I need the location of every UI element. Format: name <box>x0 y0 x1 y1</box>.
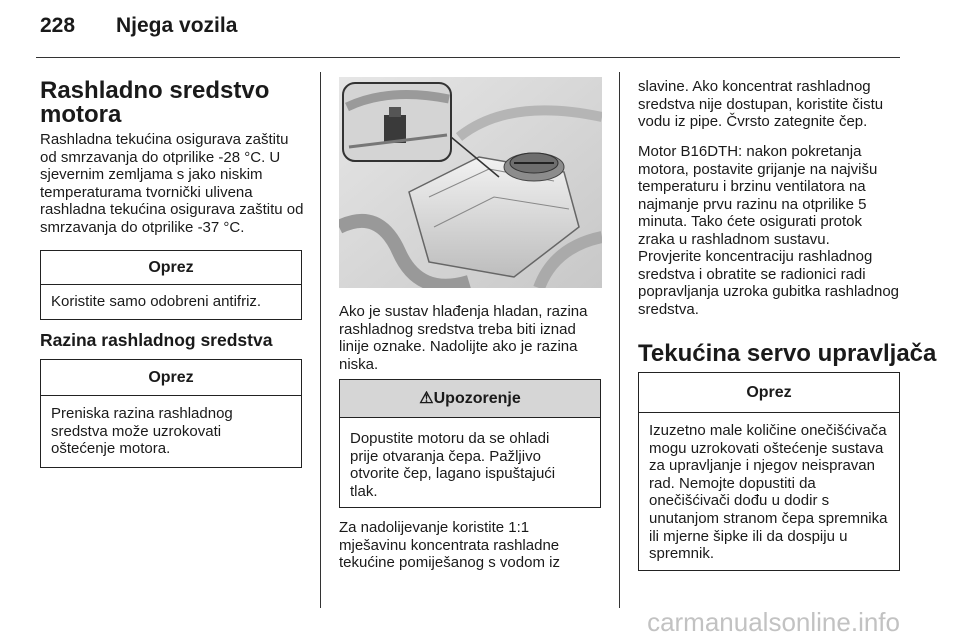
concentration-check: Provjerite koncentraciju rashladnog sredstva i obratite se radionici radi popravljanja uzroka gubitka rashladnog sredstva. <box>638 248 900 318</box>
caution-text: Izuzetno male količine onečišćivača mogu uzrokovati oštećenje sustava za upravljanje i njegov neispravan rad. Nemojte dopustiti da onečišćivači dođu u dodir s unutanjom stranom čepa spremnika ili mjerne šipke ili da dospiju u spremnik. <box>649 422 888 563</box>
power-steering-heading: Tekućina servo upravljača <box>638 340 937 367</box>
warning-header <box>340 380 600 418</box>
warning-box <box>339 379 601 508</box>
level-instruction: Ako je sustav hlađenja hladan, razina rashladnog sredstva treba biti iznad linije oznake. Nadolijte ako je razina niska. <box>339 303 588 373</box>
warning-text: Dopustite motoru da se ohladi prije otvaranja čepa. Pažljivo otvorite čep, lagano ispuštajući tlak. <box>350 430 556 500</box>
caution-title: Oprez <box>41 360 301 396</box>
caution-box-antifreeze <box>40 250 302 320</box>
column-divider-2 <box>619 72 620 608</box>
caution-text: Koristite samo odobreni antifriz. <box>51 293 262 310</box>
section-title: Njega vozila <box>116 14 238 37</box>
left-column <box>40 79 310 237</box>
caution-text: Preniska razina rashladnog sredstva može uzrokovati oštećenje motora. <box>51 405 233 458</box>
caution-box-low-level <box>40 359 302 468</box>
caution-box-power-steering <box>638 372 900 571</box>
warning-title: Upozorenje <box>433 390 521 407</box>
header-divider <box>36 57 900 58</box>
b16dth-instruction: Motor B16DTH: nakon pokretanja motora, postavite grijanje na najvišu temperaturu i brzinu ventilatora na najmanje prvu razinu na otprilike 5 minuta. Tako ćete osigurati protok zraka u rashladnom sustavu. <box>638 143 878 248</box>
coolant-heading: Rashladno sredstvo motora <box>40 77 270 128</box>
watermark: carmanualsonline.info <box>647 607 900 637</box>
refill-instruction: Za nadolijevanje koristite 1:1 mješavinu koncentrata rashladne tekućine pomiješanog s vodom iz <box>339 519 560 572</box>
engine-compartment-illustration <box>339 77 602 288</box>
column-divider-1 <box>320 72 321 608</box>
refill-continued: slavine. Ako koncentrat rashladnog sredstva nije dostupan, koristite čistu vodu iz pipe. Čvrsto zategnite čep. <box>638 78 884 131</box>
caution-title: Oprez <box>41 251 301 285</box>
warning-triangle-icon: ⚠ <box>419 390 434 407</box>
coolant-level-subheading: Razina rashladnog sredstva <box>40 330 273 350</box>
caution-title: Oprez <box>639 373 899 413</box>
engine-coolant-image <box>339 77 602 288</box>
page-number: 228 <box>40 14 76 37</box>
coolant-intro: Rashladna tekućina osigurava zaštitu od smrzavanja do otprilike -28 °C. U sjevernim zemljama s jako niskim temperaturama tvornički ulivena rashladna tekućina osigurava zaštitu od smrzavanja do otprilike -37 °C. <box>40 131 304 236</box>
